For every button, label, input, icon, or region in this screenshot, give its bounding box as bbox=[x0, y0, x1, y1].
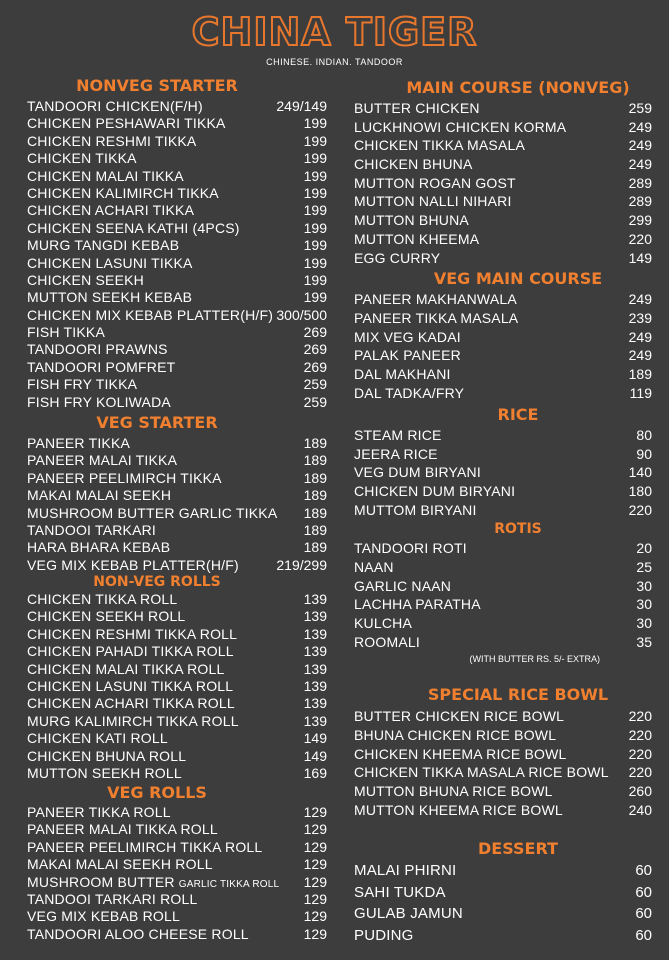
item-name: VEG DUM BIRYANI bbox=[354, 464, 481, 481]
menu-item bbox=[354, 633, 652, 652]
item-name: PANEER TIKKA MASALA bbox=[354, 309, 519, 326]
item-price: 189 bbox=[303, 435, 327, 451]
menu-item bbox=[27, 643, 327, 660]
item-price: 199 bbox=[303, 167, 327, 184]
item-price: 139 bbox=[303, 591, 327, 607]
item-name: CHICKEN RESHMI TIKKA bbox=[27, 132, 197, 149]
item-name: MUTTON NALLI NIHARI bbox=[354, 193, 512, 210]
menu-section-veg-main-course bbox=[354, 268, 652, 403]
item-name: CHICKEN SEEKH bbox=[27, 271, 144, 288]
menu-item bbox=[27, 522, 327, 539]
item-price: 239 bbox=[628, 309, 652, 326]
section-title: RICE bbox=[497, 405, 539, 424]
item-name: CHICKEN ACHARI TIKKA bbox=[27, 202, 195, 219]
item-price: 169 bbox=[303, 764, 327, 781]
menu-item bbox=[27, 341, 327, 358]
menu-item bbox=[27, 821, 327, 838]
menu-item bbox=[27, 185, 327, 202]
menu-item bbox=[27, 376, 327, 393]
item-price: 199 bbox=[303, 132, 327, 149]
item-price: 35 bbox=[636, 633, 652, 650]
item-price: 139 bbox=[303, 695, 327, 712]
item-name: TANDOORI PRAWNS bbox=[27, 341, 168, 358]
menu-item bbox=[354, 782, 652, 801]
item-price: 149 bbox=[303, 730, 327, 747]
section-title: VEG STARTER bbox=[96, 413, 218, 432]
section-title: SPECIAL RICE BOWL bbox=[427, 685, 609, 704]
menu-item bbox=[27, 713, 327, 730]
menu-item bbox=[354, 118, 652, 137]
item-name: MAKAI MALAI SEEKH ROLL bbox=[27, 856, 213, 873]
section-title: NON-VEG ROLLS bbox=[93, 574, 221, 590]
item-price: 180 bbox=[628, 483, 652, 500]
menu-item bbox=[27, 150, 327, 167]
item-price: 139 bbox=[303, 625, 327, 642]
menu-item bbox=[27, 765, 327, 782]
item-name: MUSHROOM BUTTER GARLIC TIKKA ROLL bbox=[27, 873, 280, 890]
item-price: 149 bbox=[303, 747, 327, 764]
item-name: TANDOORI ALOO CHEESE ROLL bbox=[27, 925, 249, 942]
item-price: 30 bbox=[636, 596, 652, 613]
menu-item bbox=[354, 903, 652, 925]
item-name: CHICKEN BHUNA ROLL bbox=[27, 747, 187, 764]
item-price: 199 bbox=[303, 289, 327, 306]
item-name: GULAB JAMUN bbox=[354, 905, 463, 922]
item-price: 259 bbox=[303, 376, 327, 393]
item-name: TANDOORI POMFRET bbox=[27, 358, 176, 375]
menu-item bbox=[354, 745, 652, 764]
item-price: 220 bbox=[628, 501, 652, 518]
section-title: MAIN COURSE (NONVEG) bbox=[406, 78, 630, 97]
menu-item bbox=[354, 801, 652, 820]
menu-item bbox=[27, 115, 327, 132]
item-price: 189 bbox=[303, 521, 327, 538]
item-price: 259 bbox=[303, 393, 327, 410]
menu-item bbox=[27, 557, 327, 574]
menu-item bbox=[354, 192, 652, 211]
item-price: 189 bbox=[303, 539, 327, 556]
item-price: 259 bbox=[628, 100, 652, 116]
item-price: 140 bbox=[628, 464, 652, 481]
item-name: PUDING bbox=[354, 926, 414, 944]
item-name: TANDOOI TARKARI ROLL bbox=[27, 890, 198, 907]
menu-item bbox=[354, 445, 652, 464]
menu-item bbox=[354, 230, 652, 249]
item-name: MUTTON KHEEMA bbox=[354, 230, 480, 247]
item-price: 189 bbox=[303, 504, 327, 521]
menu-section-dessert bbox=[354, 838, 652, 946]
item-name: GARLIC NAAN bbox=[354, 577, 452, 594]
menu-item bbox=[27, 839, 327, 856]
menu-item bbox=[27, 220, 327, 237]
item-name: CHICKEN MALAI TIKKA bbox=[27, 167, 184, 184]
item-price: 60 bbox=[635, 926, 652, 944]
item-name: CHICKEN SEEKH ROLL bbox=[27, 608, 186, 625]
menu-item bbox=[354, 426, 652, 445]
item-name: CHICKEN MALAI TIKKA ROLL bbox=[27, 660, 225, 677]
menu-item bbox=[27, 891, 327, 908]
item-price: 199 bbox=[303, 184, 327, 201]
menu-item bbox=[354, 136, 652, 155]
menu-item bbox=[27, 539, 327, 556]
restaurant-title: CHINA TIGER bbox=[191, 10, 478, 54]
item-name: VEG MIX KEBAB PLATTER(H/F) bbox=[27, 556, 239, 573]
item-name: SAHI TUKDA bbox=[354, 883, 446, 901]
menu-item bbox=[27, 874, 327, 891]
menu-item bbox=[27, 324, 327, 341]
item-name: LACHHA PARATHA bbox=[354, 596, 481, 613]
item-price: 189 bbox=[303, 487, 327, 504]
item-price: 129 bbox=[303, 804, 327, 820]
item-name: DAL TADKA/FRY bbox=[354, 384, 465, 401]
item-name: CHICKEN PAHADI TIKKA ROLL bbox=[27, 643, 234, 660]
item-price: 219/299 bbox=[276, 556, 327, 573]
item-name: CHICKEN KHEEMA RICE BOWL bbox=[354, 745, 567, 762]
item-name: NAAN bbox=[354, 558, 394, 575]
menu-section-special-rice-bowl bbox=[354, 683, 652, 820]
item-name: MURG TANGDI KEBAB bbox=[27, 237, 180, 254]
item-name: DAL MAKHANI bbox=[354, 366, 451, 383]
menu-item bbox=[27, 255, 327, 272]
menu-item bbox=[27, 359, 327, 376]
item-name: CHICKEN KATI ROLL bbox=[27, 730, 168, 747]
item-name: MUTTON KHEEMA RICE BOWL bbox=[354, 801, 563, 818]
item-name: CHICKEN SEENA KATHI (4PCS) bbox=[27, 219, 240, 236]
item-price: 269 bbox=[303, 358, 327, 375]
item-price: 30 bbox=[636, 615, 652, 632]
section-title: ROTIS bbox=[494, 521, 542, 537]
item-price: 199 bbox=[303, 237, 327, 254]
item-name: MUSHROOM BUTTER GARLIC TIKKA bbox=[27, 504, 278, 521]
item-name: CHICKEN TIKKA MASALA RICE BOWL bbox=[354, 764, 609, 781]
item-price: 129 bbox=[303, 890, 327, 907]
item-name: STEAM RICE bbox=[354, 427, 442, 443]
item-name: MUTTON BHUNA bbox=[354, 212, 469, 229]
section-title: DESSERT bbox=[478, 839, 558, 858]
menu-item bbox=[354, 155, 652, 174]
item-name: MUTTON SEEKH KEBAB bbox=[27, 289, 193, 306]
item-name: MALAI PHIRNI bbox=[354, 862, 457, 879]
item-price: 129 bbox=[303, 925, 327, 942]
item-name: PANEER MALAI TIKKA bbox=[27, 452, 178, 469]
item-name: LUCKHNOWI CHICKEN KORMA bbox=[354, 118, 567, 135]
item-price: 249/149 bbox=[276, 98, 327, 114]
menu-item bbox=[354, 501, 652, 520]
item-name: PALAK PANEER bbox=[354, 347, 461, 364]
menu-item bbox=[27, 926, 327, 943]
item-name: HARA BHARA KEBAB bbox=[27, 539, 171, 556]
item-name: CHICKEN BHUNA bbox=[354, 156, 473, 173]
item-name: MURG KALIMIRCH TIKKA ROLL bbox=[27, 712, 239, 729]
menu-item bbox=[354, 99, 652, 118]
menu-item bbox=[354, 249, 652, 268]
item-name: FISH FRY TIKKA bbox=[27, 376, 138, 393]
menu-item bbox=[27, 133, 327, 150]
item-price: 220 bbox=[628, 726, 652, 743]
menu-item bbox=[354, 174, 652, 193]
menu-item bbox=[27, 661, 327, 678]
item-price: 199 bbox=[303, 254, 327, 271]
menu-item bbox=[354, 763, 652, 782]
item-price: 129 bbox=[303, 856, 327, 873]
item-name: CHICKEN ACHARI TIKKA ROLL bbox=[27, 695, 235, 712]
item-price: 199 bbox=[303, 150, 327, 167]
menu-item bbox=[27, 272, 327, 289]
menu-section-rotis bbox=[354, 520, 652, 666]
item-price: 299 bbox=[628, 212, 652, 229]
menu-item bbox=[27, 289, 327, 306]
menu-item bbox=[354, 726, 652, 745]
item-price: 220 bbox=[628, 708, 652, 724]
menu-item bbox=[27, 470, 327, 487]
item-price: 139 bbox=[303, 660, 327, 677]
item-name-detail: GARLIC TIKKA ROLL bbox=[178, 878, 280, 890]
item-name: BUTTER CHICKEN RICE BOWL bbox=[354, 708, 565, 724]
item-name: PANEER TIKKA bbox=[27, 435, 131, 451]
item-name: CHICKEN KALIMIRCH TIKKA bbox=[27, 184, 219, 201]
item-price: 260 bbox=[628, 783, 652, 800]
item-name: FISH TIKKA bbox=[27, 324, 105, 341]
item-name: MUTTON SEEKH ROLL bbox=[27, 764, 182, 781]
item-name: CHICKEN MIX KEBAB PLATTER(H/F) bbox=[27, 306, 274, 323]
item-price: 149 bbox=[628, 249, 652, 266]
item-name: PANEER PEELIMIRCH TIKKA ROLL bbox=[27, 838, 263, 855]
item-price: 90 bbox=[636, 445, 652, 462]
menu-item bbox=[27, 695, 327, 712]
item-name: MUTTON BHUNA RICE BOWL bbox=[354, 783, 553, 800]
item-name: PANEER TIKKA ROLL bbox=[27, 804, 171, 820]
menu-item bbox=[27, 748, 327, 765]
menu-item bbox=[27, 307, 327, 324]
menu-item bbox=[354, 463, 652, 482]
item-price: 199 bbox=[303, 115, 327, 132]
menu-section-veg-rolls bbox=[27, 782, 327, 943]
menu-item bbox=[354, 595, 652, 614]
section-title: NONVEG STARTER bbox=[76, 76, 238, 95]
item-name: KULCHA bbox=[354, 615, 412, 632]
item-price: 20 bbox=[636, 540, 652, 556]
item-price: 289 bbox=[628, 193, 652, 210]
menu-item bbox=[27, 608, 327, 625]
item-price: 129 bbox=[303, 821, 327, 838]
item-price: 189 bbox=[303, 452, 327, 469]
menu-item bbox=[354, 558, 652, 577]
item-price: 249 bbox=[628, 156, 652, 173]
item-price: 119 bbox=[629, 384, 652, 401]
menu-item bbox=[354, 328, 652, 347]
item-price: 249 bbox=[628, 118, 652, 135]
item-name: CHICKEN TIKKA bbox=[27, 150, 137, 167]
item-name: CHICKEN RESHMI TIKKA ROLL bbox=[27, 625, 238, 642]
menu-item bbox=[354, 577, 652, 596]
item-name: TANDOOI TARKARI bbox=[27, 521, 157, 538]
menu-item bbox=[27, 678, 327, 695]
item-name: ROOMALI bbox=[354, 633, 420, 650]
menu-item bbox=[354, 614, 652, 633]
menu-item bbox=[27, 435, 327, 452]
item-price: 269 bbox=[303, 341, 327, 358]
item-price: 129 bbox=[303, 873, 327, 890]
item-name: EGG CURRY bbox=[354, 249, 441, 266]
item-name: MIX VEG KADAI bbox=[354, 328, 461, 345]
item-name: MUTTON ROGAN GOST bbox=[354, 174, 516, 191]
menu-item bbox=[27, 908, 327, 925]
menu-item bbox=[354, 346, 652, 365]
section-title: VEG ROLLS bbox=[107, 783, 207, 802]
menu-item bbox=[354, 482, 652, 501]
item-price: 60 bbox=[635, 905, 652, 922]
menu-item bbox=[354, 925, 652, 947]
menu-section-veg-starter bbox=[27, 411, 327, 574]
item-name: PANEER MAKHANWALA bbox=[354, 291, 517, 307]
item-name: PANEER MALAI TIKKA ROLL bbox=[27, 821, 218, 838]
item-price: 199 bbox=[303, 271, 327, 288]
menu-item bbox=[354, 211, 652, 230]
item-price: 249 bbox=[628, 137, 652, 154]
menu-section-rice bbox=[354, 404, 652, 519]
menu-item bbox=[27, 487, 327, 504]
item-price: 249 bbox=[628, 291, 652, 307]
item-price: 60 bbox=[635, 883, 652, 901]
menu-item bbox=[27, 626, 327, 643]
item-price: 269 bbox=[303, 324, 327, 341]
menu-item bbox=[27, 730, 327, 747]
restaurant-subtitle: CHINESE. INDIAN. TANDOOR bbox=[266, 57, 403, 67]
menu-item bbox=[27, 505, 327, 522]
item-price: 25 bbox=[636, 558, 652, 575]
item-price: 220 bbox=[628, 745, 652, 762]
menu-item bbox=[354, 365, 652, 384]
item-price: 139 bbox=[303, 643, 327, 660]
menu-item bbox=[354, 860, 652, 882]
item-price: 129 bbox=[303, 908, 327, 925]
item-price: 249 bbox=[628, 328, 652, 345]
item-price: 139 bbox=[303, 712, 327, 729]
item-price: 189 bbox=[628, 366, 652, 383]
menu-item bbox=[27, 394, 327, 411]
item-name: TANDOORI CHICKEN(F/H) bbox=[27, 98, 203, 114]
item-name: CHICKEN LASUNI TIKKA bbox=[27, 254, 193, 271]
item-price: 129 bbox=[303, 838, 327, 855]
menu-item bbox=[354, 707, 652, 726]
menu-item bbox=[354, 309, 652, 328]
item-name: TANDOORI ROTI bbox=[354, 540, 467, 556]
item-price: 240 bbox=[628, 801, 652, 818]
item-price: 289 bbox=[628, 174, 652, 191]
menu-item bbox=[354, 384, 652, 403]
item-name: PANEER PEELIMIRCH TIKKA bbox=[27, 469, 222, 486]
item-name: BUTTER CHICKEN bbox=[354, 100, 480, 116]
item-price: 139 bbox=[303, 608, 327, 625]
item-name: CHICKEN LASUNI TIKKA ROLL bbox=[27, 677, 234, 694]
item-price: 220 bbox=[628, 764, 652, 781]
item-price: 249 bbox=[628, 347, 652, 364]
section-title: VEG MAIN COURSE bbox=[433, 269, 603, 288]
item-price: 80 bbox=[636, 427, 652, 443]
item-name: MUTTOM BIRYANI bbox=[354, 501, 477, 518]
item-name: MAKAI MALAI SEEKH bbox=[27, 487, 172, 504]
item-name: CHICKEN TIKKA MASALA bbox=[354, 137, 526, 154]
item-name: CHICKEN TIKKA ROLL bbox=[27, 591, 178, 607]
menu-item bbox=[27, 168, 327, 185]
menu-item bbox=[27, 452, 327, 469]
item-name: FISH FRY KOLIWADA bbox=[27, 393, 171, 410]
menu-section-nonveg-starter bbox=[27, 74, 327, 411]
item-price: 199 bbox=[303, 202, 327, 219]
item-price: 220 bbox=[628, 230, 652, 247]
item-name: JEERA RICE bbox=[354, 445, 438, 462]
menu-item bbox=[27, 591, 327, 608]
item-name: BHUNA CHICKEN RICE BOWL bbox=[354, 726, 557, 743]
item-name: CHICKEN DUM BIRYANI bbox=[354, 483, 516, 500]
menu-item bbox=[354, 290, 652, 309]
item-price: 300/500 bbox=[276, 306, 327, 323]
item-name: VEG MIX KEBAB ROLL bbox=[27, 908, 180, 925]
item-price: 189 bbox=[303, 469, 327, 486]
menu-item bbox=[27, 804, 327, 821]
menu-item bbox=[27, 237, 327, 254]
item-price: 199 bbox=[303, 219, 327, 236]
menu-section-nonveg-rolls bbox=[27, 573, 327, 782]
menu-item bbox=[354, 539, 652, 558]
menu-item bbox=[354, 882, 652, 904]
menu-item bbox=[27, 202, 327, 219]
item-price: 139 bbox=[303, 677, 327, 694]
section-note: (WITH BUTTER RS. 5/- EXTRA) bbox=[469, 653, 600, 664]
item-price: 30 bbox=[636, 577, 652, 594]
menu-section-main-course-nonveg bbox=[354, 77, 652, 267]
menu-item bbox=[27, 98, 327, 115]
item-name: CHICKEN PESHAWARI TIKKA bbox=[27, 115, 226, 132]
item-price: 60 bbox=[635, 862, 652, 879]
menu-item bbox=[27, 856, 327, 873]
